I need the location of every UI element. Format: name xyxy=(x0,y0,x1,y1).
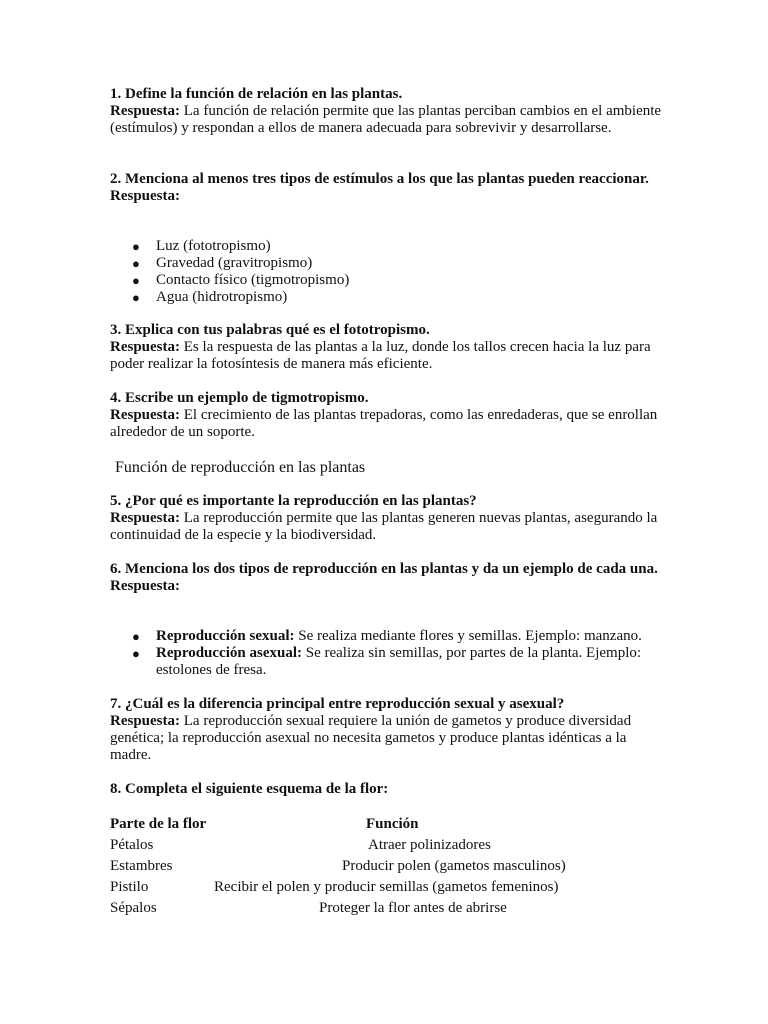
answer-text: La reproducción sexual requiere la unión de gametos y produce diversidad genética; la reproducción asexual no necesita gametos y produce plantas idénticas a la madre. xyxy=(110,713,632,763)
question-8 xyxy=(110,781,670,798)
question-text: 4. Escribe un ejemplo de tigmotropismo. xyxy=(110,390,369,406)
bullet-icon: ● xyxy=(132,290,140,305)
table-row: Pistilo Recibir el polen y producir semillas (gametos femeninos) xyxy=(110,879,559,895)
column-header: Parte de la flor xyxy=(110,816,207,832)
question-text: 2. Menciona al menos tres tipos de estímulos a los que las plantas pueden reaccionar. xyxy=(110,171,649,187)
answer-label: Respuesta: xyxy=(110,713,180,729)
column-header: Función xyxy=(366,816,419,832)
question-text: 7. ¿Cuál es la diferencia principal entre reproducción sexual y asexual? xyxy=(110,696,565,712)
answer-label: Respuesta: xyxy=(110,188,180,204)
bullet-icon: ● xyxy=(132,273,140,288)
bullet-icon: ● xyxy=(132,629,140,644)
question-2 xyxy=(110,171,670,205)
answer-label: Respuesta: xyxy=(110,578,180,594)
list-item: ● Gravedad (gravitropismo) xyxy=(132,255,313,271)
question-text: 6. Menciona los dos tipos de reproducción en las plantas y da un ejemplo de cada una. xyxy=(110,561,658,577)
table-row: Estambres Producir polen (gametos masculinos) xyxy=(110,858,566,874)
section-heading: Función de reproducción en las plantas xyxy=(115,459,366,476)
stimuli-list xyxy=(110,238,670,306)
question-text: 8. Completa el siguiente esquema de la flor: xyxy=(110,781,389,797)
question-6 xyxy=(110,561,670,595)
question-text: 1. Define la función de relación en las plantas. xyxy=(110,86,403,102)
question-4 xyxy=(110,390,670,441)
question-text: 3. Explica con tus palabras qué es el fototropismo. xyxy=(110,322,430,338)
table-row: Pétalos Atraer polinizadores xyxy=(110,837,491,853)
answer-text: La función de relación permite que las plantas perciban cambios en el ambiente (estímulos) y respondan a ellos de manera adecuada para sobrevivir y desarrollarse. xyxy=(110,103,662,136)
reproduction-list xyxy=(110,628,670,679)
answer-text: Es la respuesta de las plantas a la luz, donde los tallos crecen hacia la luz para poder realizar la fotosíntesis de manera más eficiente. xyxy=(110,339,651,372)
answer-label: Respuesta: xyxy=(110,510,180,526)
question-text: 5. ¿Por qué es importante la reproducción en las plantas? xyxy=(110,493,477,509)
answer-label: Respuesta: xyxy=(110,339,180,355)
answer-text: El crecimiento de las plantas trepadoras, como las enredaderas, que se enrollan alrededor de un soporte. xyxy=(110,407,658,440)
table-row: Sépalos Proteger la flor antes de abrirse xyxy=(110,900,507,916)
bullet-icon: ● xyxy=(132,646,140,661)
answer-text: La reproducción permite que las plantas generen nuevas plantas, asegurando la continuidad de la especie y la biodiversidad. xyxy=(110,510,658,543)
list-item: ● Contacto físico (tigmotropismo) xyxy=(132,272,350,288)
list-item: ● Luz (fototropismo) xyxy=(132,238,271,254)
bullet-icon: ● xyxy=(132,239,140,254)
answer-label: Respuesta: xyxy=(110,103,180,119)
table-header xyxy=(110,816,710,836)
question-3 xyxy=(110,322,670,373)
list-item: ● Reproducción asexual: Se realiza sin semillas, por partes de la planta. Ejemplo: estolones de fresa. xyxy=(132,645,642,678)
list-item: ● Reproducción sexual: Se realiza mediante flores y semillas. Ejemplo: manzano. xyxy=(132,628,642,644)
question-7 xyxy=(110,696,670,764)
list-item: ● Agua (hidrotropismo) xyxy=(132,289,288,305)
question-1 xyxy=(110,86,670,137)
answer-label: Respuesta: xyxy=(110,407,180,423)
bullet-icon: ● xyxy=(132,256,140,271)
question-5 xyxy=(110,493,670,544)
